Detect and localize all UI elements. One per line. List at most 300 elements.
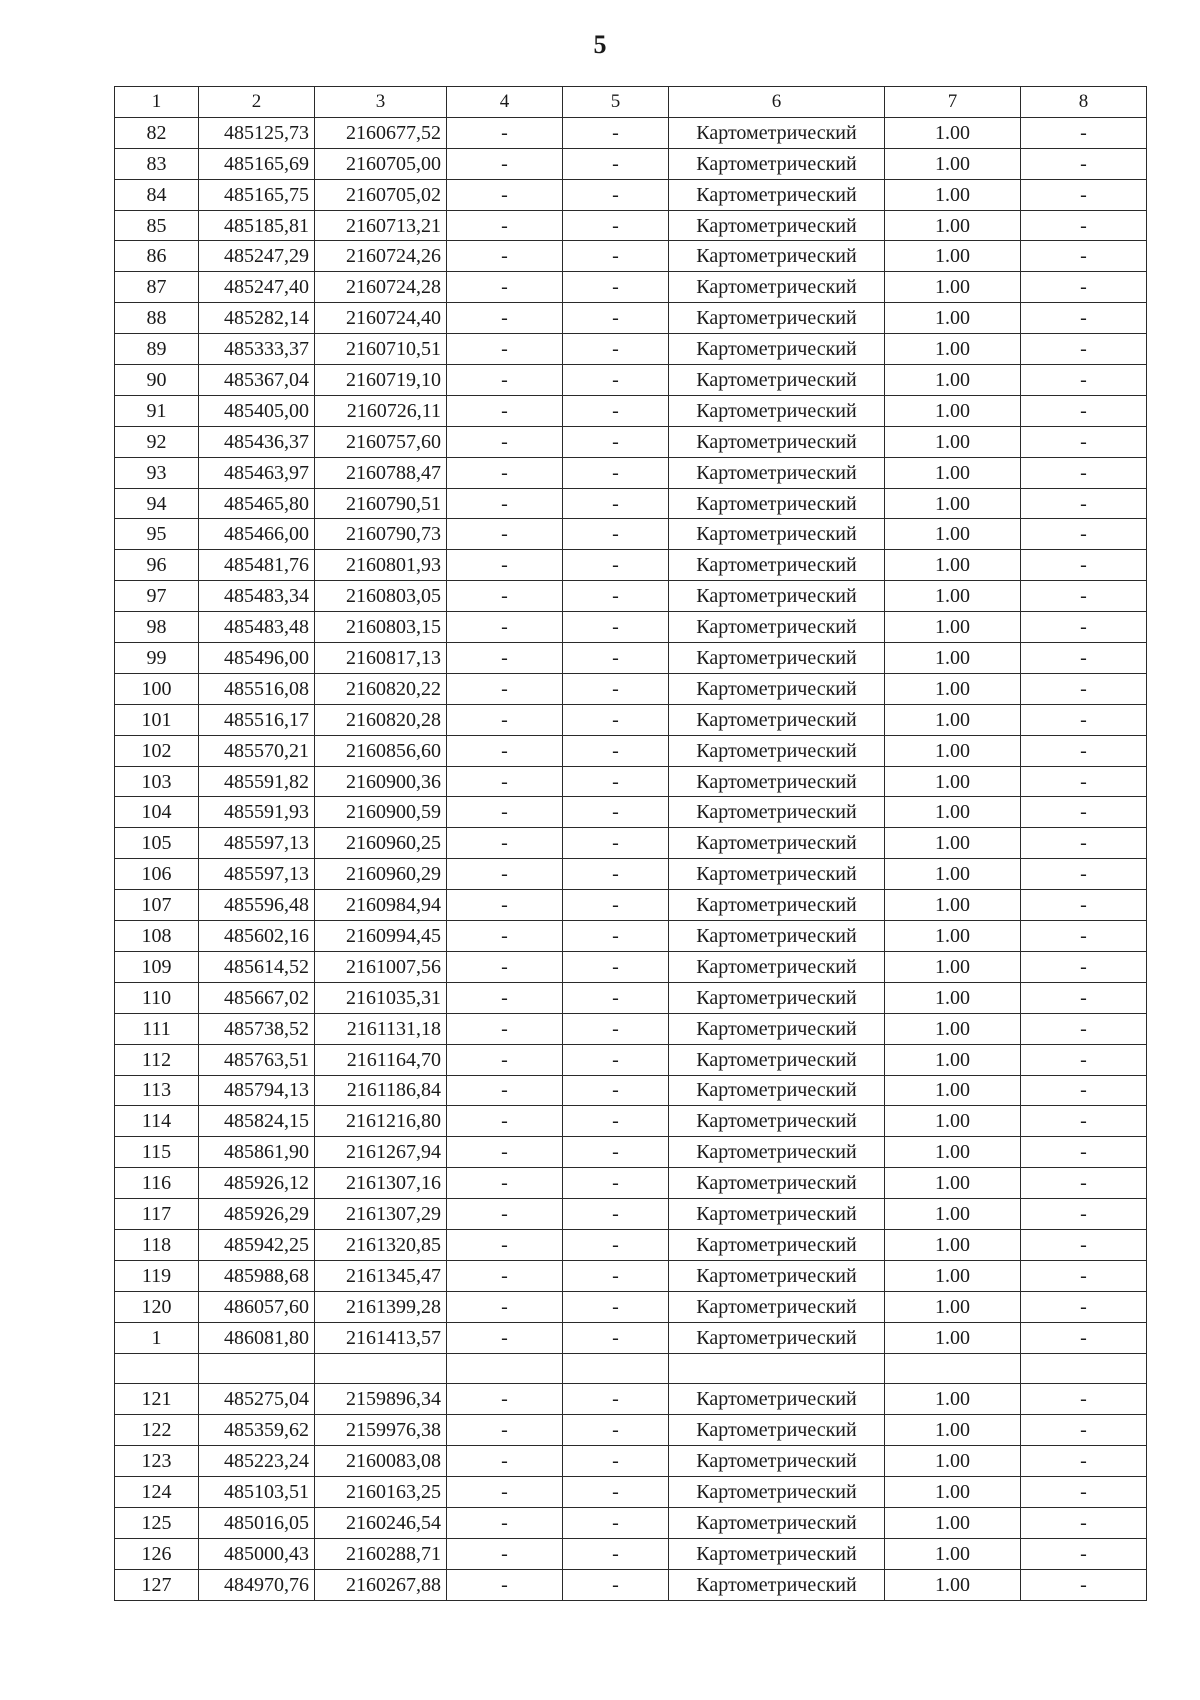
column-8-cell: - xyxy=(1021,241,1147,272)
point-number-cell: 96 xyxy=(115,550,199,581)
column-5-cell: - xyxy=(563,241,669,272)
accuracy-cell: 1.00 xyxy=(885,1384,1021,1415)
table-row xyxy=(115,1229,1147,1260)
column-8-cell: - xyxy=(1021,488,1147,519)
column-5-cell: - xyxy=(563,890,669,921)
column-header: 4 xyxy=(447,87,563,118)
point-number-cell: 102 xyxy=(115,735,199,766)
table-row xyxy=(115,550,1147,581)
y-coordinate-cell: 2160757,60 xyxy=(315,426,447,457)
column-8-cell: - xyxy=(1021,797,1147,828)
y-coordinate-cell: 2160788,47 xyxy=(315,457,447,488)
table-row xyxy=(115,1322,1147,1353)
y-coordinate-cell: 2160677,52 xyxy=(315,117,447,148)
column-5-cell: - xyxy=(563,1322,669,1353)
point-number-cell: 90 xyxy=(115,365,199,396)
column-5-cell: - xyxy=(563,272,669,303)
column-4-cell: - xyxy=(447,334,563,365)
point-number-cell: 105 xyxy=(115,828,199,859)
point-number-cell: 125 xyxy=(115,1507,199,1538)
method-cell: Картометрический xyxy=(669,1075,885,1106)
method-cell: Картометрический xyxy=(669,1384,885,1415)
column-5-cell: - xyxy=(563,148,669,179)
x-coordinate-cell: 485988,68 xyxy=(199,1260,315,1291)
point-number-cell: 109 xyxy=(115,951,199,982)
x-coordinate-cell: 485103,51 xyxy=(199,1477,315,1508)
column-8-cell: - xyxy=(1021,921,1147,952)
point-number-cell: 103 xyxy=(115,766,199,797)
point-number-cell: 93 xyxy=(115,457,199,488)
column-8-cell: - xyxy=(1021,766,1147,797)
method-cell: Картометрический xyxy=(669,1415,885,1446)
accuracy-cell: 1.00 xyxy=(885,1260,1021,1291)
column-8-cell: - xyxy=(1021,1229,1147,1260)
x-coordinate-cell: 485667,02 xyxy=(199,982,315,1013)
accuracy-cell: 1.00 xyxy=(885,426,1021,457)
x-coordinate-cell: 485570,21 xyxy=(199,735,315,766)
y-coordinate-cell: 2160856,60 xyxy=(315,735,447,766)
point-number-cell: 106 xyxy=(115,859,199,890)
column-4-cell: - xyxy=(447,519,563,550)
accuracy-cell: 1.00 xyxy=(885,1044,1021,1075)
column-5-cell: - xyxy=(563,395,669,426)
column-8-cell: - xyxy=(1021,1322,1147,1353)
x-coordinate-cell: 485016,05 xyxy=(199,1507,315,1538)
column-5-cell: - xyxy=(563,1260,669,1291)
column-5-cell: - xyxy=(563,210,669,241)
column-5-cell: - xyxy=(563,117,669,148)
x-coordinate-cell: 485763,51 xyxy=(199,1044,315,1075)
x-coordinate-cell: 485367,04 xyxy=(199,365,315,396)
column-8-cell: - xyxy=(1021,1538,1147,1569)
column-8-cell: - xyxy=(1021,1013,1147,1044)
x-coordinate-cell: 485481,76 xyxy=(199,550,315,581)
x-coordinate-cell: 485223,24 xyxy=(199,1446,315,1477)
method-cell: Картометрический xyxy=(669,179,885,210)
column-4-cell: - xyxy=(447,395,563,426)
accuracy-cell: 1.00 xyxy=(885,303,1021,334)
column-4-cell: - xyxy=(447,241,563,272)
x-coordinate-cell: 485614,52 xyxy=(199,951,315,982)
table-row xyxy=(115,704,1147,735)
x-coordinate-cell: 485282,14 xyxy=(199,303,315,334)
column-4-cell: - xyxy=(447,117,563,148)
column-4-cell: - xyxy=(447,1291,563,1322)
x-coordinate-cell: 485465,80 xyxy=(199,488,315,519)
method-cell: Картометрический xyxy=(669,1013,885,1044)
point-number-cell: 86 xyxy=(115,241,199,272)
accuracy-cell: 1.00 xyxy=(885,1075,1021,1106)
point-number-cell: 83 xyxy=(115,148,199,179)
x-coordinate-cell: 485942,25 xyxy=(199,1229,315,1260)
table-row xyxy=(115,1507,1147,1538)
method-cell: Картометрический xyxy=(669,303,885,334)
table-row xyxy=(115,1353,1147,1384)
method-cell: Картометрический xyxy=(669,1322,885,1353)
y-coordinate-cell: 2160713,21 xyxy=(315,210,447,241)
column-4-cell: - xyxy=(447,704,563,735)
column-5-cell: - xyxy=(563,1384,669,1415)
column-8-cell: - xyxy=(1021,210,1147,241)
y-coordinate-cell: 2160790,73 xyxy=(315,519,447,550)
method-cell: Картометрический xyxy=(669,828,885,859)
column-5-cell: - xyxy=(563,1013,669,1044)
accuracy-cell: 1.00 xyxy=(885,643,1021,674)
y-coordinate-cell: 2161320,85 xyxy=(315,1229,447,1260)
column-4-cell xyxy=(447,1353,563,1384)
column-4-cell: - xyxy=(447,1199,563,1230)
accuracy-cell: 1.00 xyxy=(885,951,1021,982)
x-coordinate-cell: 485824,15 xyxy=(199,1106,315,1137)
accuracy-cell: 1.00 xyxy=(885,210,1021,241)
method-cell: Картометрический xyxy=(669,581,885,612)
column-4-cell: - xyxy=(447,272,563,303)
accuracy-cell: 1.00 xyxy=(885,766,1021,797)
column-4-cell: - xyxy=(447,426,563,457)
table-row xyxy=(115,982,1147,1013)
column-4-cell: - xyxy=(447,1477,563,1508)
accuracy-cell: 1.00 xyxy=(885,241,1021,272)
column-4-cell: - xyxy=(447,1075,563,1106)
point-number-cell: 110 xyxy=(115,982,199,1013)
point-number-cell: 124 xyxy=(115,1477,199,1508)
table-row xyxy=(115,1013,1147,1044)
point-number-cell: 113 xyxy=(115,1075,199,1106)
x-coordinate-cell: 485926,29 xyxy=(199,1199,315,1230)
y-coordinate-cell: 2160710,51 xyxy=(315,334,447,365)
column-5-cell: - xyxy=(563,179,669,210)
point-number-cell: 95 xyxy=(115,519,199,550)
column-8-cell: - xyxy=(1021,519,1147,550)
accuracy-cell: 1.00 xyxy=(885,334,1021,365)
accuracy-cell: 1.00 xyxy=(885,1507,1021,1538)
x-coordinate-cell: 485861,90 xyxy=(199,1137,315,1168)
page-number: 5 xyxy=(593,30,607,59)
column-8-cell xyxy=(1021,1353,1147,1384)
column-4-cell: - xyxy=(447,890,563,921)
column-4-cell: - xyxy=(447,921,563,952)
y-coordinate-cell: 2160994,45 xyxy=(315,921,447,952)
column-4-cell: - xyxy=(447,1106,563,1137)
table-row xyxy=(115,1538,1147,1569)
column-8-cell: - xyxy=(1021,1260,1147,1291)
point-number-cell: 117 xyxy=(115,1199,199,1230)
table-row xyxy=(115,673,1147,704)
accuracy-cell: 1.00 xyxy=(885,272,1021,303)
table-row xyxy=(115,1137,1147,1168)
method-cell: Картометрический xyxy=(669,1507,885,1538)
table-body xyxy=(115,87,1147,1601)
point-number-cell: 89 xyxy=(115,334,199,365)
y-coordinate-cell: 2159896,34 xyxy=(315,1384,447,1415)
point-number-cell: 88 xyxy=(115,303,199,334)
column-4-cell: - xyxy=(447,828,563,859)
point-number-cell: 121 xyxy=(115,1384,199,1415)
table-row xyxy=(115,612,1147,643)
method-cell: Картометрический xyxy=(669,951,885,982)
table-row xyxy=(115,1075,1147,1106)
accuracy-cell: 1.00 xyxy=(885,179,1021,210)
x-coordinate-cell: 485165,69 xyxy=(199,148,315,179)
point-number-cell: 118 xyxy=(115,1229,199,1260)
column-5-cell: - xyxy=(563,1106,669,1137)
table-row xyxy=(115,395,1147,426)
x-coordinate-cell: 484970,76 xyxy=(199,1569,315,1600)
x-coordinate-cell: 485516,17 xyxy=(199,704,315,735)
accuracy-cell: 1.00 xyxy=(885,1446,1021,1477)
x-coordinate-cell: 485591,82 xyxy=(199,766,315,797)
column-8-cell: - xyxy=(1021,1446,1147,1477)
x-coordinate-cell: 485738,52 xyxy=(199,1013,315,1044)
column-8-cell: - xyxy=(1021,1415,1147,1446)
column-4-cell: - xyxy=(447,365,563,396)
column-4-cell: - xyxy=(447,673,563,704)
table-row xyxy=(115,1415,1147,1446)
table-row xyxy=(115,488,1147,519)
method-cell: Картометрический xyxy=(669,612,885,643)
method-cell: Картометрический xyxy=(669,241,885,272)
table-row xyxy=(115,1199,1147,1230)
method-cell: Картометрический xyxy=(669,1538,885,1569)
point-number-cell: 97 xyxy=(115,581,199,612)
y-coordinate-cell: 2160960,29 xyxy=(315,859,447,890)
column-8-cell: - xyxy=(1021,1168,1147,1199)
x-coordinate-cell: 485466,00 xyxy=(199,519,315,550)
column-4-cell: - xyxy=(447,859,563,890)
y-coordinate-cell: 2160705,00 xyxy=(315,148,447,179)
accuracy-cell: 1.00 xyxy=(885,1322,1021,1353)
column-8-cell: - xyxy=(1021,334,1147,365)
accuracy-cell: 1.00 xyxy=(885,148,1021,179)
method-cell: Картометрический xyxy=(669,1229,885,1260)
x-coordinate-cell: 486057,60 xyxy=(199,1291,315,1322)
x-coordinate-cell: 485333,37 xyxy=(199,334,315,365)
table-row xyxy=(115,1168,1147,1199)
table-row xyxy=(115,1384,1147,1415)
x-coordinate-cell: 485516,08 xyxy=(199,673,315,704)
column-5-cell: - xyxy=(563,488,669,519)
accuracy-cell: 1.00 xyxy=(885,1291,1021,1322)
point-number-cell: 99 xyxy=(115,643,199,674)
column-4-cell: - xyxy=(447,210,563,241)
table-row xyxy=(115,890,1147,921)
column-5-cell: - xyxy=(563,426,669,457)
column-8-cell: - xyxy=(1021,581,1147,612)
y-coordinate-cell: 2161035,31 xyxy=(315,982,447,1013)
method-cell: Картометрический xyxy=(669,395,885,426)
column-8-cell: - xyxy=(1021,457,1147,488)
column-5-cell: - xyxy=(563,673,669,704)
point-number-cell: 104 xyxy=(115,797,199,828)
table-row xyxy=(115,365,1147,396)
y-coordinate-cell: 2161307,16 xyxy=(315,1168,447,1199)
y-coordinate-cell: 2160719,10 xyxy=(315,365,447,396)
accuracy-cell: 1.00 xyxy=(885,117,1021,148)
column-8-cell: - xyxy=(1021,117,1147,148)
method-cell: Картометрический xyxy=(669,148,885,179)
column-5-cell: - xyxy=(563,1137,669,1168)
column-5-cell: - xyxy=(563,365,669,396)
column-header: 8 xyxy=(1021,87,1147,118)
x-coordinate-cell: 485359,62 xyxy=(199,1415,315,1446)
y-coordinate-cell: 2160801,93 xyxy=(315,550,447,581)
y-coordinate-cell: 2160288,71 xyxy=(315,1538,447,1569)
column-5-cell: - xyxy=(563,1229,669,1260)
method-cell: Картометрический xyxy=(669,859,885,890)
y-coordinate-cell: 2160267,88 xyxy=(315,1569,447,1600)
table-row xyxy=(115,643,1147,674)
table-row xyxy=(115,210,1147,241)
accuracy-cell: 1.00 xyxy=(885,1106,1021,1137)
y-coordinate-cell: 2160820,22 xyxy=(315,673,447,704)
point-number-cell: 112 xyxy=(115,1044,199,1075)
x-coordinate-cell: 485125,73 xyxy=(199,117,315,148)
y-coordinate-cell: 2161267,94 xyxy=(315,1137,447,1168)
table-header-row xyxy=(115,87,1147,118)
y-coordinate-cell: 2160726,11 xyxy=(315,395,447,426)
column-header: 6 xyxy=(669,87,885,118)
table-row xyxy=(115,1477,1147,1508)
accuracy-cell: 1.00 xyxy=(885,612,1021,643)
accuracy-cell: 1.00 xyxy=(885,1229,1021,1260)
y-coordinate-cell: 2160817,13 xyxy=(315,643,447,674)
y-coordinate-cell xyxy=(315,1353,447,1384)
method-cell: Картометрический xyxy=(669,426,885,457)
column-4-cell: - xyxy=(447,797,563,828)
y-coordinate-cell: 2161164,70 xyxy=(315,1044,447,1075)
accuracy-cell: 1.00 xyxy=(885,735,1021,766)
y-coordinate-cell: 2160803,15 xyxy=(315,612,447,643)
y-coordinate-cell: 2161007,56 xyxy=(315,951,447,982)
table-row xyxy=(115,1569,1147,1600)
column-5-cell: - xyxy=(563,766,669,797)
x-coordinate-cell: 485794,13 xyxy=(199,1075,315,1106)
column-4-cell: - xyxy=(447,457,563,488)
method-cell: Картометрический xyxy=(669,704,885,735)
column-4-cell: - xyxy=(447,303,563,334)
column-8-cell: - xyxy=(1021,365,1147,396)
column-5-cell: - xyxy=(563,1044,669,1075)
column-8-cell: - xyxy=(1021,951,1147,982)
column-header: 2 xyxy=(199,87,315,118)
x-coordinate-cell: 485596,48 xyxy=(199,890,315,921)
column-4-cell: - xyxy=(447,1446,563,1477)
column-8-cell: - xyxy=(1021,612,1147,643)
y-coordinate-cell: 2161131,18 xyxy=(315,1013,447,1044)
accuracy-cell: 1.00 xyxy=(885,550,1021,581)
accuracy-cell: 1.00 xyxy=(885,365,1021,396)
method-cell: Картометрический xyxy=(669,643,885,674)
column-5-cell: - xyxy=(563,643,669,674)
column-4-cell: - xyxy=(447,179,563,210)
x-coordinate-cell xyxy=(199,1353,315,1384)
table-row xyxy=(115,117,1147,148)
table-row xyxy=(115,1106,1147,1137)
accuracy-cell: 1.00 xyxy=(885,1199,1021,1230)
x-coordinate-cell: 485591,93 xyxy=(199,797,315,828)
x-coordinate-cell: 485247,40 xyxy=(199,272,315,303)
table-row xyxy=(115,179,1147,210)
accuracy-cell: 1.00 xyxy=(885,457,1021,488)
accuracy-cell: 1.00 xyxy=(885,1477,1021,1508)
method-cell: Картометрический xyxy=(669,982,885,1013)
point-number-cell: 120 xyxy=(115,1291,199,1322)
point-number-cell: 119 xyxy=(115,1260,199,1291)
coordinates-table xyxy=(114,86,1147,1601)
table-row xyxy=(115,334,1147,365)
column-8-cell: - xyxy=(1021,704,1147,735)
point-number-cell: 92 xyxy=(115,426,199,457)
accuracy-cell: 1.00 xyxy=(885,1538,1021,1569)
column-8-cell: - xyxy=(1021,550,1147,581)
point-number-cell: 108 xyxy=(115,921,199,952)
point-number-cell: 87 xyxy=(115,272,199,303)
column-4-cell: - xyxy=(447,1507,563,1538)
y-coordinate-cell: 2160900,59 xyxy=(315,797,447,828)
column-4-cell: - xyxy=(447,643,563,674)
column-8-cell: - xyxy=(1021,1044,1147,1075)
column-8-cell: - xyxy=(1021,1199,1147,1230)
point-number-cell: 115 xyxy=(115,1137,199,1168)
x-coordinate-cell: 485247,29 xyxy=(199,241,315,272)
method-cell: Картометрический xyxy=(669,797,885,828)
column-4-cell: - xyxy=(447,581,563,612)
point-number-cell: 82 xyxy=(115,117,199,148)
table-row xyxy=(115,859,1147,890)
x-coordinate-cell: 485185,81 xyxy=(199,210,315,241)
column-4-cell: - xyxy=(447,1044,563,1075)
method-cell: Картометрический xyxy=(669,1199,885,1230)
x-coordinate-cell: 485483,48 xyxy=(199,612,315,643)
column-8-cell: - xyxy=(1021,1075,1147,1106)
column-8-cell: - xyxy=(1021,1507,1147,1538)
column-5-cell xyxy=(563,1353,669,1384)
y-coordinate-cell: 2160724,40 xyxy=(315,303,447,334)
y-coordinate-cell: 2160163,25 xyxy=(315,1477,447,1508)
column-5-cell: - xyxy=(563,1446,669,1477)
column-5-cell: - xyxy=(563,859,669,890)
point-number-cell: 1 xyxy=(115,1322,199,1353)
x-coordinate-cell: 485926,12 xyxy=(199,1168,315,1199)
accuracy-cell: 1.00 xyxy=(885,1013,1021,1044)
point-number-cell xyxy=(115,1353,199,1384)
table-row xyxy=(115,148,1147,179)
point-number-cell: 122 xyxy=(115,1415,199,1446)
method-cell: Картометрический xyxy=(669,488,885,519)
accuracy-cell: 1.00 xyxy=(885,828,1021,859)
table-row xyxy=(115,828,1147,859)
point-number-cell: 98 xyxy=(115,612,199,643)
column-header: 7 xyxy=(885,87,1021,118)
table-row xyxy=(115,426,1147,457)
method-cell: Картометрический xyxy=(669,365,885,396)
point-number-cell: 126 xyxy=(115,1538,199,1569)
column-8-cell: - xyxy=(1021,272,1147,303)
table-row xyxy=(115,951,1147,982)
y-coordinate-cell: 2160724,26 xyxy=(315,241,447,272)
column-4-cell: - xyxy=(447,1137,563,1168)
accuracy-cell: 1.00 xyxy=(885,859,1021,890)
column-5-cell: - xyxy=(563,612,669,643)
point-number-cell: 84 xyxy=(115,179,199,210)
column-5-cell: - xyxy=(563,1569,669,1600)
x-coordinate-cell: 485496,00 xyxy=(199,643,315,674)
accuracy-cell: 1.00 xyxy=(885,797,1021,828)
x-coordinate-cell: 485597,13 xyxy=(199,859,315,890)
column-4-cell: - xyxy=(447,1322,563,1353)
method-cell: Картометрический xyxy=(669,673,885,704)
column-8-cell: - xyxy=(1021,735,1147,766)
